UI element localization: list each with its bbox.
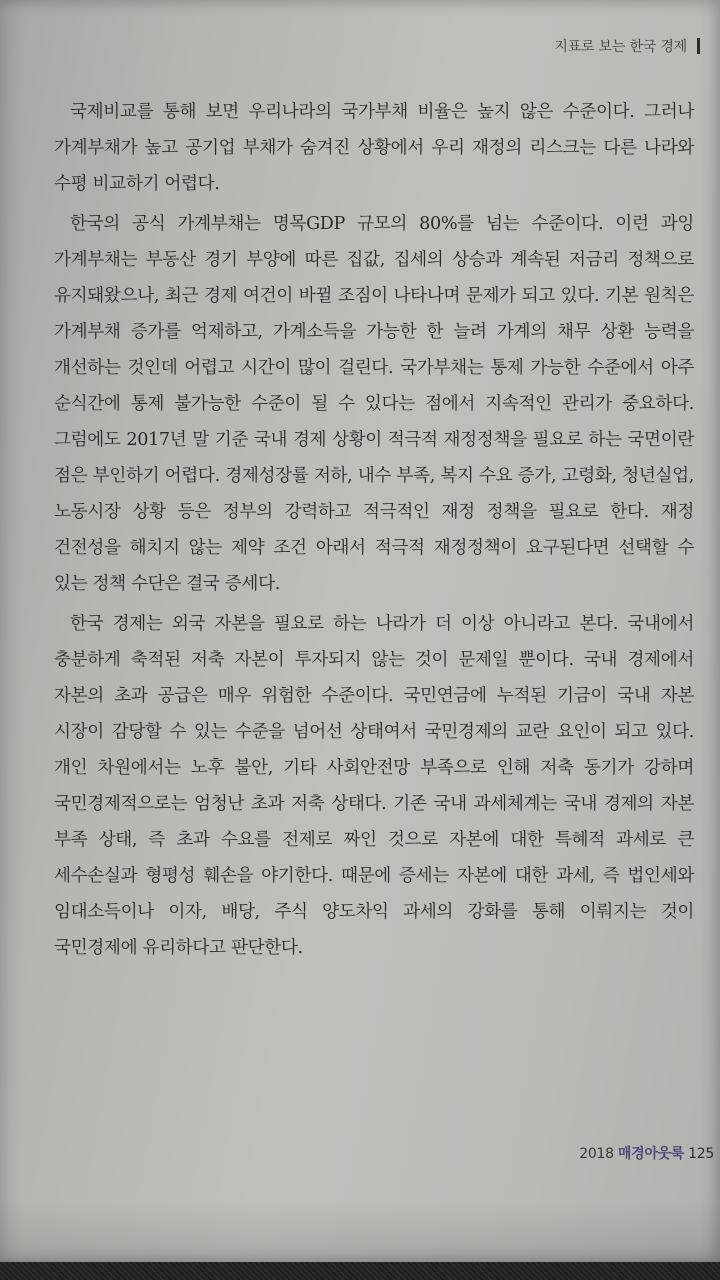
page-footer bbox=[579, 1143, 714, 1163]
paragraph-3: 한국 경제는 외국 자본을 필요로 하는 나라가 더 이상 아니라고 본다. 국내에서 충분하게 축적된 저축 자본이 투자되지 않는 것이 문제일 뿐이다. 국내 경제에서 자본의 초과 공급은 매우 위험한 수준이다. 국민연금에 누적된 기금이 국내 자본 시장이 감당할 수 있는 수준을 넘어선 상태여서 국민경제의 교란 요인이 되고 있다. 개인 차원에서는 노후 불안, 기타 사회안전망 부족으로 인해 저축 동기가 강하며 국민경제적으로는 엄청난 초과 저축 상태다. 기존 국내 과세체계는 국내 경제의 자본 부족 상태, 즉 초과 수요를 전제로 짜인 것으로 자본에 대한 특혜적 과세로 큰 세수손실과 형평성 훼손을 야기한다. 때문에 증세는 자본에 대한 과세, 즉 법인세와 임대소득이나 이자, 배당, 주식 양도차익 과세의 강화를 통해 이뤄지는 것이 국민경제에 유리하다고 판단한다. bbox=[54, 614, 694, 958]
running-header bbox=[554, 36, 700, 56]
page-shadow bbox=[0, 1200, 720, 1262]
running-header-title: 지표로 보는 한국 경제 bbox=[554, 39, 687, 55]
background-cloth bbox=[0, 1262, 720, 1280]
page-number: 125 bbox=[688, 1146, 714, 1162]
body-text bbox=[54, 94, 694, 966]
paragraph-1: 국제비교를 통해 보면 우리나라의 국가부채 비율은 높지 않은 수준이다. 그러나 가계부채가 높고 공기업 부채가 숨겨진 상황에서 우리 재정의 리스크는 다른 나라와 수평 비교하기 어렵다. bbox=[54, 102, 694, 194]
footer-year: 2018 bbox=[579, 1146, 614, 1162]
footer-brand: 매경아웃룩 bbox=[617, 1146, 685, 1162]
header-bar-mark bbox=[697, 38, 700, 54]
paragraph-2: 한국의 공식 가계부채는 명목GDP 규모의 80%를 넘는 수준이다. 이런 과잉 가계부채는 부동산 경기 부양에 따른 집값, 집세의 상승과 계속된 저금리 정책으로 유지돼왔으나, 최근 경제 여건이 바뀔 조짐이 나타나며 문제가 되고 있다. 기본 원칙은 가계부채 증가를 억제하고, 가계소득을 가능한 한 늘려 가계의 채무 상환 능력을 개선하는 것인데 어렵고 시간이 많이 걸린다. 국가부채는 통제 가능한 수준에서 아주 순식간에 통제 불가능한 수준이 될 수 있다는 점에서 지속적인 관리가 중요하다. 그럼에도 2017년 말 기준 국내 경제 상황이 적극적 재정정책을 필요로 하는 국면이란 점은 부인하기 어렵다. 경제성장률 저하, 내수 부족, 복지 수요 증가, 고령화, 청년실업, 노동시장 상황 등은 정부의 강력하고 적극적인 재정 정책을 필요로 한다. 재정 건전성을 해치지 않는 제약 조건 아래서 적극적 재정정책이 요구된다면 선택할 수 있는 정책 수단은 결국 증세다. bbox=[54, 214, 694, 594]
